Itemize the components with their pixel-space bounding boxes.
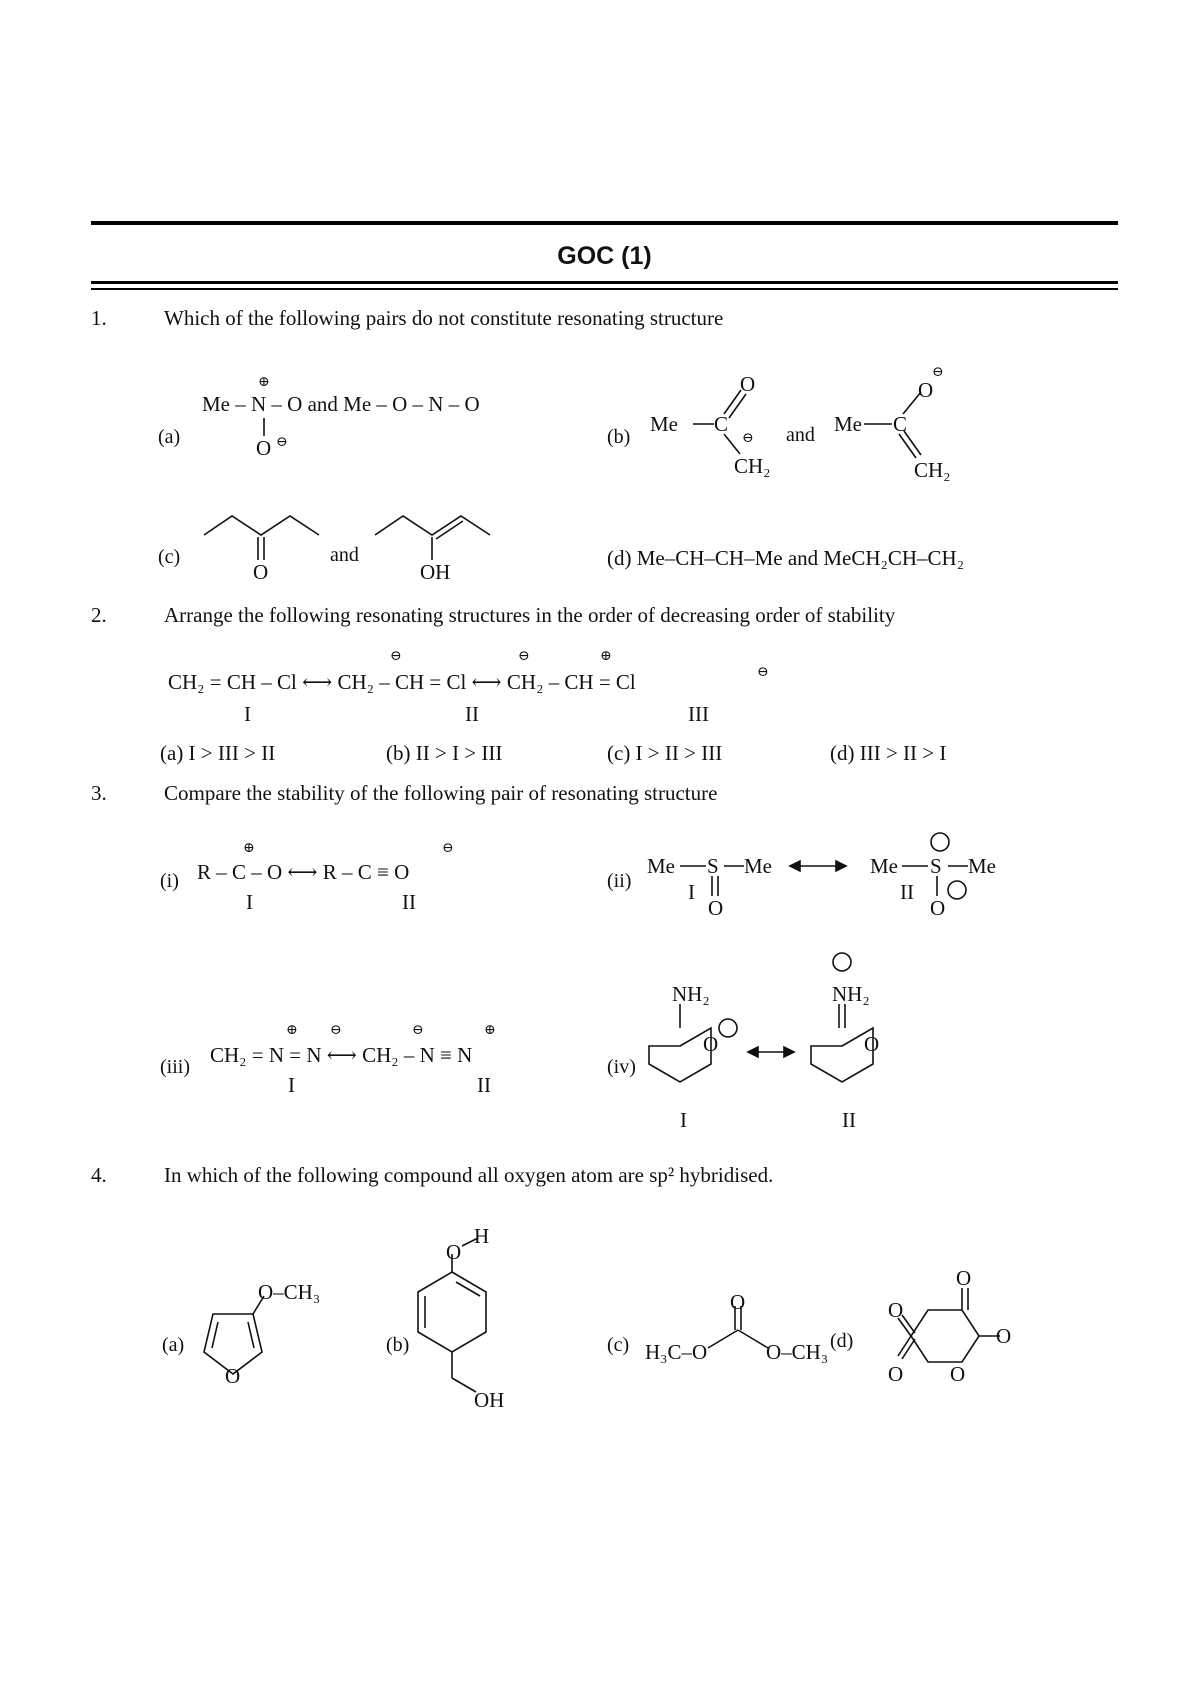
q1b-left-c: C	[714, 412, 729, 436]
q3i-charges: ⊕	[243, 841, 255, 856]
q3-i-label-I: I	[246, 890, 253, 914]
q2-text: Arrange the following resonating structures in the order of decreasing order of stability	[164, 603, 896, 627]
q1c-ketone	[204, 516, 319, 560]
q3-text: Compare the stability of the following pair of resonating structure	[164, 781, 718, 805]
q2-option-d: (d) III > II > I	[830, 741, 947, 765]
q1-c-and: and	[330, 544, 359, 566]
q3iii-charges-3: ⊖	[412, 1023, 424, 1038]
q1b-right-me: Me	[834, 412, 862, 436]
q3ii-I-o: O	[708, 896, 724, 920]
q3iv-I-nh2: NH₂	[672, 982, 710, 1006]
q2-label-II: II	[465, 702, 479, 726]
q3-iii-label-I: I	[288, 1073, 295, 1097]
q2-label-III: III	[688, 702, 709, 726]
q1-d-text: (d) Me–CH–CH–Me and MeCH₂CH–CH₂	[607, 546, 965, 570]
q4a-furan	[204, 1296, 264, 1374]
q3ii-I-me1: Me	[647, 854, 675, 878]
q2-charges-4: ⊖	[757, 665, 769, 680]
q4d-o-ring: O	[950, 1362, 966, 1386]
q4a-o-ring: O	[225, 1364, 241, 1388]
q4d-o-right: O	[996, 1324, 1012, 1348]
q1a-minus-o: O	[256, 436, 272, 460]
q3iv-ring-I	[649, 1004, 737, 1082]
q3ii-II-me1: Me	[870, 854, 898, 878]
q3iii-charges: ⊕	[286, 1023, 298, 1038]
q3ii-II-o: O	[930, 896, 946, 920]
q3-iii-label-II: II	[477, 1073, 491, 1097]
q3iv-I-o: O	[703, 1032, 719, 1056]
q1-a-structure: Me – N – O and Me – O – N – O	[202, 392, 480, 416]
q3-i-label: (i)	[160, 870, 179, 892]
q3ii-arrow	[790, 861, 846, 871]
q2-charges-3: ⊕	[600, 649, 612, 664]
q4-number: 4.	[91, 1163, 107, 1187]
q4b-o: O	[446, 1240, 462, 1264]
q4c-right: O‒CH₃	[766, 1340, 829, 1364]
q3ii-II-me2: Me	[968, 854, 996, 878]
page-title: GOC (1)	[557, 242, 652, 270]
q2-option-b: (b) II > I > III	[386, 741, 503, 765]
q3ii-II-s: S	[930, 854, 942, 878]
q4-option-c: (c)	[607, 1334, 630, 1356]
q1-c-label: (c)	[158, 546, 181, 568]
q1b-right-c: C	[893, 412, 908, 436]
q3-iv-label-I: I	[680, 1108, 687, 1132]
q3iv-ring-II	[811, 953, 873, 1082]
q3ii-II-roman: II	[900, 880, 914, 904]
q3iii-charges-2: ⊖	[330, 1023, 342, 1038]
q3-iv-label-II: II	[842, 1108, 856, 1132]
q1-b-and: and	[786, 424, 815, 446]
q4d-o-left-bottom: O	[888, 1362, 904, 1386]
q4c-o-top: O	[730, 1290, 746, 1314]
q1c-oh: OH	[420, 560, 451, 584]
q3iv-II-o: O	[864, 1032, 880, 1056]
q4-option-a: (a)	[162, 1334, 185, 1356]
q4d-o-top: O	[956, 1266, 972, 1290]
q4c-left: H₃C‒O	[645, 1340, 708, 1364]
q1b-right-minus: ⊖	[932, 365, 944, 380]
q3iv-arrow	[748, 1047, 794, 1057]
q3-iii-label: (iii)	[160, 1056, 190, 1078]
q3iii-charges-4: ⊕	[484, 1023, 496, 1038]
q1c-enol	[375, 516, 490, 560]
q3i-charges-2: ⊖	[442, 841, 454, 856]
q2-equation: CH₂ = CH – Cl ⟷ CH₂ – CH = Cl ⟷ CH₂ – CH = Cl	[168, 670, 636, 694]
q2-label-I: I	[244, 702, 251, 726]
q2-option-a: (a) I > III > II	[160, 741, 276, 765]
q3-iii-equation: CH₂ = N = N ⟷ CH₂ – N ≡ N	[210, 1043, 473, 1067]
q1-text: Which of the following pairs do not constitute resonating structure	[164, 306, 724, 330]
q4a-och3: O‒CH₃	[258, 1280, 321, 1304]
q4-option-d: (d)	[830, 1330, 854, 1352]
q1a-charges: ⊕	[258, 375, 270, 390]
q1b-left-minus: ⊖	[742, 431, 754, 446]
q3iv-II-nh2: NH₂	[832, 982, 870, 1006]
q4-text: In which of the following compound all oxygen atom are sp² hybridised.	[164, 1163, 774, 1187]
q4d-o-left-top: O	[888, 1298, 904, 1322]
q2-charges: ⊖	[390, 649, 402, 664]
q4b-oh: OH	[474, 1388, 505, 1412]
q1b-left-o: O	[740, 372, 756, 396]
q1b-right-o: O	[918, 378, 934, 402]
q2-number: 2.	[91, 603, 107, 627]
q3-number: 3.	[91, 781, 107, 805]
q3-iv-label: (iv)	[607, 1056, 636, 1078]
q1-number: 1.	[91, 306, 107, 330]
q1c-o: O	[253, 560, 269, 584]
q3-i-label-II: II	[402, 890, 416, 914]
q4d-ring	[898, 1288, 1000, 1362]
q3-i-equation: R – C – O ⟷ R – C ≡ O	[197, 860, 410, 884]
q2-option-c: (c) I > II > III	[607, 741, 723, 765]
q4b-h: H	[474, 1224, 490, 1248]
q1-b-label: (b)	[607, 426, 631, 448]
q1b-left-me: Me	[650, 412, 678, 436]
q1-a-label: (a)	[158, 426, 181, 448]
q3ii-I-roman: I	[688, 880, 695, 904]
q2-charges-2: ⊖	[518, 649, 530, 664]
q3ii-I-me2: Me	[744, 854, 772, 878]
q3-ii-label: (ii)	[607, 870, 632, 892]
q4-option-b: (b)	[386, 1334, 410, 1356]
q3ii-I-s: S	[707, 854, 719, 878]
q1b-left-ch2: CH₂	[734, 454, 771, 478]
q1a-o-charge: ⊖	[276, 435, 288, 450]
q1b-right-ch2: CH₂	[914, 458, 951, 482]
